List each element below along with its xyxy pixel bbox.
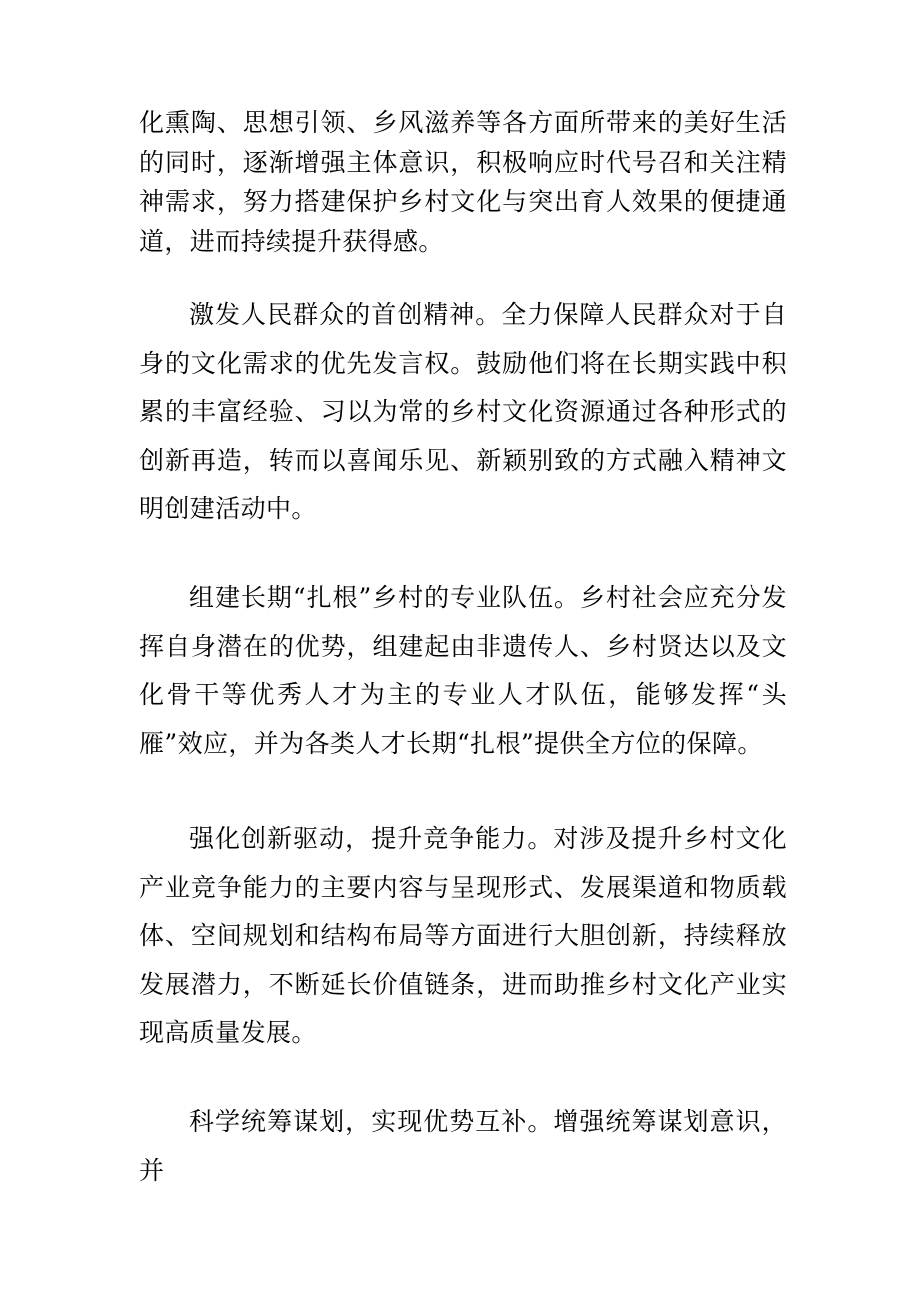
paragraph-overall-planning: 科学统筹谋划，实现优势互补。增强统筹谋划意识，并: [139, 1107, 787, 1185]
paragraph-mass-initiative: 激发人民群众的首创精神。全力保障人民群众对于自身的文化需求的优先发言权。鼓励他们将在长期实践中积累的丰富经验、习以为常的乡村文化资源通过各种形式的创新再造，转而以喜闻乐见、新颖别致的方式融入精神文明创建活动中。: [139, 300, 787, 523]
paragraph-professional-team: 组建长期“扎根”乡村的专业队伍。乡村社会应充分发挥自身潜在的优势，组建起由非遗传人、乡村贤达以及文化骨干等优秀人才为主的专业人才队伍，能够发挥“头雁”效应，并为各类人才长期“扎根”提供全方位的保障。: [139, 583, 787, 758]
paragraph-innovation-drive: 强化创新驱动，提升竞争能力。对涉及提升乡村文化产业竞争能力的主要内容与呈现形式、发展渠道和物质载体、空间规划和结构布局等方面进行大胆创新，持续释放发展潜力，不断延长价值链条，进而助推乡村文化产业实现高质量发展。: [139, 824, 787, 1047]
paragraph-continuation: 化熏陶、思想引领、乡风滋养等各方面所带来的美好生活的同时，逐渐增强主体意识，积极响应时代号召和关注精神需求，努力搭建保护乡村文化与突出育人效果的便捷通道，进而持续提升获得感。: [139, 108, 787, 256]
